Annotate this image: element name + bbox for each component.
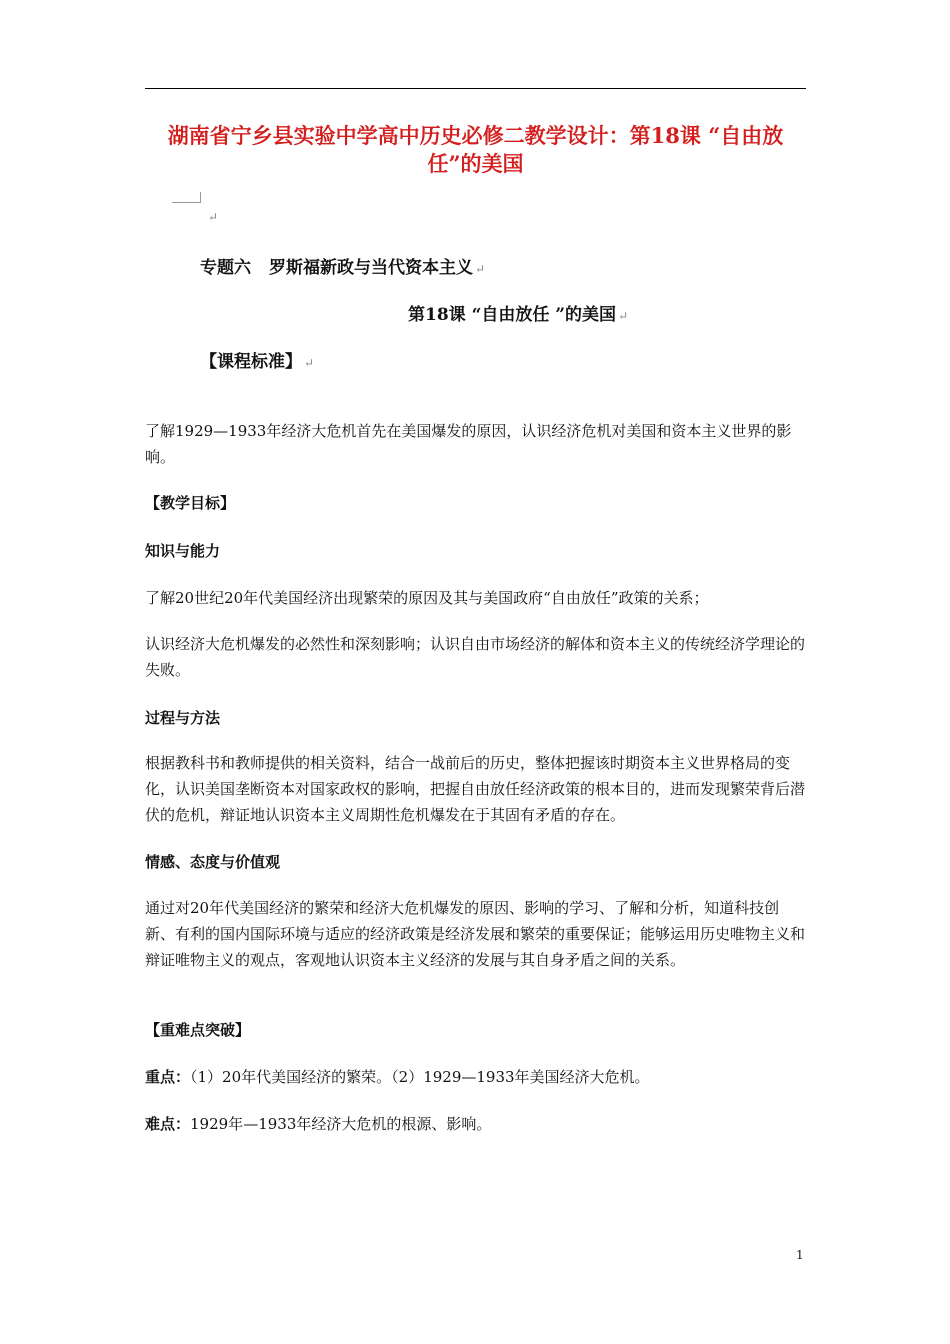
document-title: 湖南省宁乡县实验中学高中历史必修二教学设计：第18课 “自由放任”的美国	[167, 123, 784, 176]
topic-heading	[200, 256, 485, 281]
header-rule	[145, 88, 806, 89]
lesson-heading	[408, 303, 628, 328]
difficult-point-label: 难点：	[145, 1115, 191, 1133]
process-method-text: 根据教科书和教师提供的相关资料，结合一战前后的历史，整体把握该时期资本主义世界格局的变化，认识美国垄断资本对国家政权的影响，把握自由放任经济政策的根本目的，进而发现繁荣背后潜伏的危机，辩证地认识资本主义周期性危机爆发在于其固有矛盾的存在。	[145, 754, 806, 824]
course-standard-heading-text: 【课程标准】	[200, 352, 302, 372]
course-standard-text: 了解1929—1933年经济大危机首先在美国爆发的原因，认识经济危机对美国和资本主义世界的影响。	[145, 422, 792, 466]
key-difficult-heading: 【重难点突破】	[145, 1021, 251, 1039]
emotion-values-heading: 情感、态度与价值观	[145, 853, 281, 871]
process-method-heading: 过程与方法	[145, 709, 221, 727]
knowledge-ability-heading: 知识与能力	[145, 542, 221, 560]
knowledge-paragraph-1: 了解20世纪20年代美国经济出现繁荣的原因及其与美国政府“自由放任”政策的关系；	[145, 589, 709, 607]
paragraph-mark: ↵	[618, 309, 629, 323]
knowledge-paragraph-2: 认识经济大危机爆发的必然性和深刻影响；认识自由市场经济的解体和资本主义的传统经济学理论的失败。	[145, 635, 806, 679]
key-point-line	[145, 1064, 806, 1090]
teaching-goals-heading: 【教学目标】	[145, 494, 236, 512]
page-number: 1	[796, 1248, 804, 1262]
key-point-text: （1）20年代美国经济的繁荣。（2）1929—1933年美国经济大危机。	[190, 1068, 650, 1086]
topic-heading-part2: 罗斯福新政与当代资本主义	[269, 258, 473, 278]
crop-corner-mark	[172, 192, 201, 203]
emotion-values-text: 通过对20年代美国经济的繁荣和经济大危机爆发的原因、影响的学习、了解和分析，知道科技创新、有利的国内国际环境与适应的经济政策是经济发展和繁荣的重要保证；能够运用历史唯物主义和辩证唯物主义的观点，客观地认识资本主义经济的发展与其自身矛盾之间的关系。	[145, 899, 806, 969]
paragraph-mark: ↵	[304, 356, 315, 370]
course-standard-heading	[200, 350, 314, 375]
paragraph-mark: ↵	[475, 262, 486, 276]
lesson-heading-text: 第18课 “自由放任 ”的美国	[408, 305, 617, 325]
key-point-label: 重点：	[145, 1068, 191, 1086]
paragraph-mark: ↵	[208, 210, 219, 224]
topic-heading-part1: 专题六	[200, 258, 251, 278]
difficult-point-text: 1929年—1933年经济大危机的根源、影响。	[190, 1115, 492, 1133]
difficult-point-line	[145, 1111, 806, 1137]
